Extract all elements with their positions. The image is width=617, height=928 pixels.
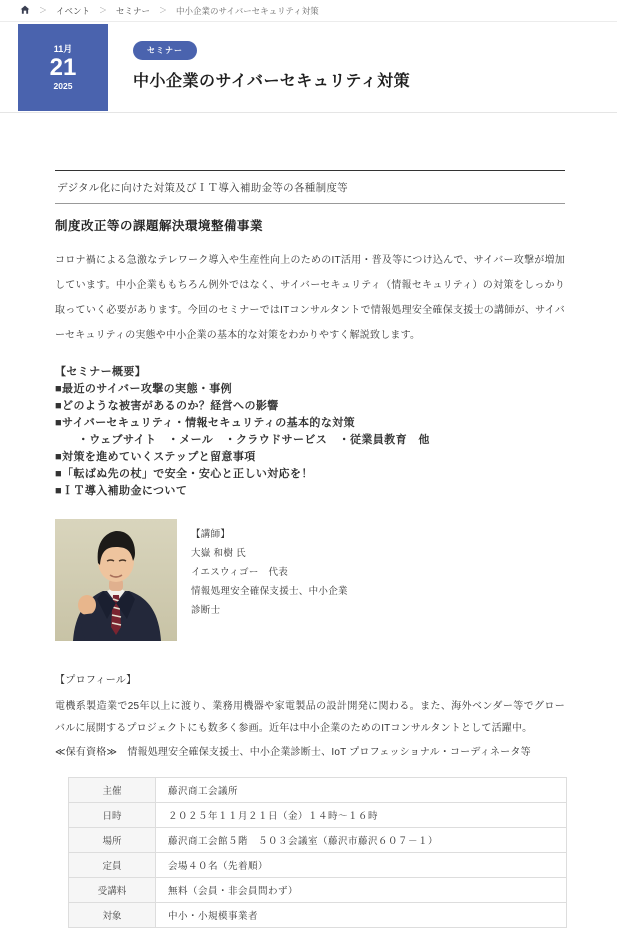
event-year: 2025	[53, 81, 73, 91]
speaker-company: イエスウィゴー 代表	[191, 567, 289, 578]
divider-sub	[55, 203, 565, 204]
overview-heading: 【セミナー概要】	[55, 366, 147, 378]
breadcrumb-separator: ＞	[159, 6, 168, 15]
table-row	[69, 778, 567, 803]
table-row	[69, 803, 567, 828]
detail-value: 藤沢商工会議所	[156, 778, 567, 803]
detail-label: 対象	[69, 903, 156, 928]
detail-value: 会場４０名（先着順）	[156, 853, 567, 878]
main-content	[0, 170, 617, 928]
profile-heading: 【プロフィール】	[55, 675, 137, 686]
speaker-heading: 【講師】	[191, 529, 231, 540]
profile-section	[55, 671, 565, 764]
seminar-overview	[55, 364, 565, 500]
breadcrumb-item-seminar[interactable]: セミナー	[116, 5, 151, 16]
table-row	[69, 878, 567, 903]
profile-text: 電機系製造業で25年以上に渡り、業務用機器や家電製品の設計開発に関わる。また、海外ベンダー等でグローバルに展開するプロジェクトにも数多く参画。近年は中小企業のためのITコンサルタントとして活躍中。	[55, 701, 565, 734]
page-title: 中小企業のサイバーセキュリティ対策	[133, 73, 411, 90]
speaker-info	[191, 519, 348, 641]
profile-qualifications: ≪保有資格≫ 情報処理安全確保支援士、中小企業診断士、IoT プロフェッショナル・コーディネータ等	[55, 747, 531, 758]
overview-item: ■サイバーセキュリティ・情報セキュリティの基本的な対策	[55, 417, 356, 429]
speaker-name: 大嶽 和樹 氏	[191, 548, 246, 559]
overview-item: ■最近のサイバー攻撃の実態・事例	[55, 383, 233, 395]
overview-item: ・ウェブサイト ・メール ・クラウドサービス ・従業員教育 他	[55, 434, 430, 446]
detail-value: ２０２５年１１月２１日（金）１４時～１６時	[156, 803, 567, 828]
speaker-qualification: 診断士	[191, 605, 221, 616]
event-header	[0, 22, 617, 113]
table-row	[69, 903, 567, 928]
section-title: 制度改正等の課題解決環境整備事業	[55, 219, 264, 233]
event-description: コロナ禍による急激なテレワーク導入や生産性向上のためのIT活用・普及等につけ込んで、サイバー攻撃が増加しています。中小企業ももちろん例外ではなく、サイバーセキュリティ（情報セキュリティ）の対策をしっかり取っていく必要があります。今回のセミナーではITコンサルタントで情報処理安全確保支援士の講師が、サイバーセキュリティの実態や中小企業の基本的な対策をわかりやすく解説致します。	[55, 255, 565, 341]
table-row	[69, 853, 567, 878]
category-badge-seminar[interactable]: セミナー	[133, 41, 197, 60]
detail-label: 定員	[69, 853, 156, 878]
breadcrumb-item-event[interactable]: イベント	[56, 5, 91, 16]
event-subtitle: デジタル化に向けた対策及びＩＴ導入補助金等の各種制度等	[57, 182, 348, 194]
table-row	[69, 828, 567, 853]
detail-value: 無料（会員・非会員問わず）	[156, 878, 567, 903]
detail-label: 受講料	[69, 878, 156, 903]
speaker-qualification: 情報処理安全確保支援士、中小企業	[191, 586, 348, 597]
overview-item: ■「転ばぬ先の杖」で安全・安心と正しい対応を！	[55, 468, 313, 480]
speaker-photo	[55, 519, 177, 641]
detail-label: 場所	[69, 828, 156, 853]
overview-item: ■どのような被害があるのか？経営への影響	[55, 400, 279, 412]
detail-value: 藤沢商工会館５階 ５０３会議室（藤沢市藤沢６０７－１）	[156, 828, 567, 853]
event-details-table	[68, 777, 567, 928]
breadcrumb-separator: ＞	[39, 6, 47, 15]
breadcrumb-separator: ＞	[99, 6, 108, 15]
breadcrumb	[0, 0, 617, 22]
breadcrumb-current: 中小企業のサイバーセキュリティ対策	[176, 5, 319, 16]
detail-label: 日時	[69, 803, 156, 828]
speaker-section	[55, 519, 565, 641]
detail-label: 主催	[69, 778, 156, 803]
breadcrumb-home-link[interactable]	[20, 5, 30, 17]
overview-item: ■ＩＴ導入補助金について	[55, 485, 188, 497]
event-day: 21	[49, 54, 77, 81]
event-month: 11月	[53, 44, 73, 54]
event-date-badge	[18, 24, 108, 111]
detail-value: 中小・小規模事業者	[156, 903, 567, 928]
home-icon	[20, 5, 30, 15]
overview-item: ■対策を進めていくステップと留意事項	[55, 451, 256, 463]
